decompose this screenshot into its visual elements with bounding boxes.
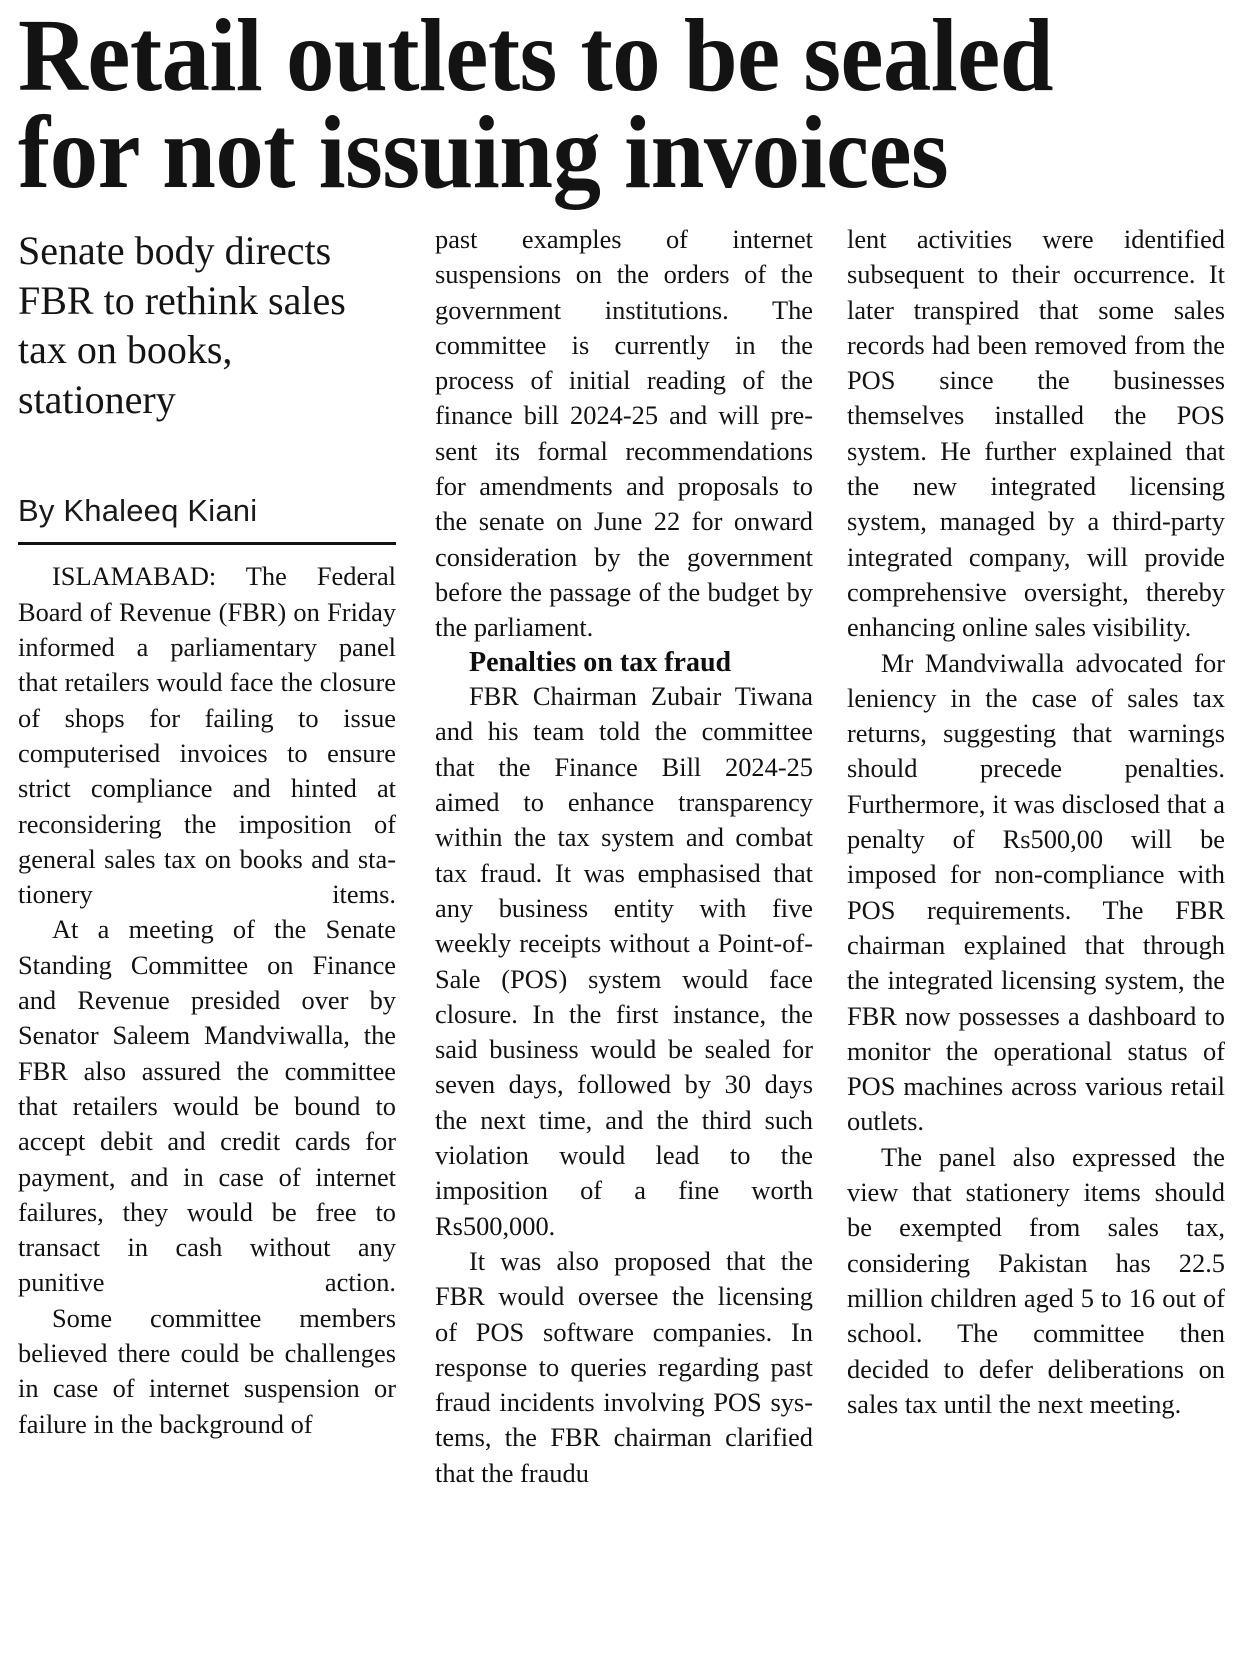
byline: By Khaleeq Kiani [18,493,258,529]
paragraph: It was also proposed that the FBR would oversee the licensing of POS software companies. In response to queries regarding past fraud incidents involving POS systems, the FBR chairman clarified that the fraudu [435,1245,813,1488]
article-deck: Senate body directs FBR to rethink sales tax on books, stationery [18,228,346,422]
paragraph: The panel also expressed the view that stationery items should be exempted from sales tax, considering Pakistan has 22.5 million children aged 5 to 16 out of school. The committee then decided to defer deliberations on sales tax until the next meeting. [847,1141,1225,1419]
headline-line-2: for not issuing invoices [18,94,949,210]
paragraph: FBR Chairman Zubair Tiwana and his team told the committee that the Finance Bill 2024-25 aimed to enhance transparency within the tax system and combat tax fraud. It was emphasised that any business entity with five weekly receipts without a Point-of-Sale (POS) system would face closure. In the first instance, the said business would be sealed for seven days, followed by 30 days the next time, and the third such violation would lead to the imposition of a fine worth Rs500,000. [435,681,813,1241]
paragraph: At a meeting of the Senate Standing Committee on Finance and Revenue presided over by Senator Saleem Mandviwalla, the FBR also assured the committee that retailers would be bound to accept debit and credit cards for payment, and in case of internet failures, they would be free to transact in cash without any punitive action. [18,914,396,1298]
article-column-3 [847,222,1225,1654]
paragraph-continued: lent activities were identified subsequent to their occurrence. It later transpired that some sales records had been removed from the POS since the businesses themselves installed the POS system. He further explained that the new integrated licensing system, managed by a third-party integrated company, will provide comprehensive oversight, thereby enhancing online sales visibility. [847,224,1225,643]
column-2-body [435,222,813,1491]
column-3-body [847,222,1225,1422]
paragraph: ISLAMABAD: The Federal Board of Revenue (FBR) on Friday informed a parliamentary panel that retailers would face the closure of shops for failing to issue computerised invoices to ensure strict compliance and hinted at reconsidering the imposition of general sales tax on books and stationery items. [18,561,396,910]
paragraph-continued: past examples of internet suspensions on the orders of the government institutions. The committee is currently in the process of initial reading of the finance bill 2024-25 and will present its formal recommendations for amendments and proposals to the senate on June 22 for onward consideration by the government before the passage of the budget by the parliament. [435,224,813,643]
headline-line-1: Retail outlets to be sealed [18,0,1054,113]
article-columns [18,222,1230,1654]
page-title [18,0,1148,210]
column-1-body [18,559,396,1441]
article-column-1 [18,222,396,1654]
paragraph: Some committee members believed there could be challenges in case of internet suspension or failure in the background of [18,1302,396,1439]
byline-divider [18,542,396,545]
article-column-2 [435,222,813,1654]
section-subheading: Penalties on tax fraud [469,646,732,678]
paragraph: Mr Mandviwalla advocated for leniency in the case of sales tax returns, suggesting that warnings should precede penalties. Furthermore, it was disclosed that a penalty of Rs500,00 will be imposed for non-compliance with POS requirements. The FBR chairman explained that through the integrated licensing system, the FBR now possesses a dashboard to monitor the operational status of POS machines across various retail outlets. [847,647,1225,1137]
